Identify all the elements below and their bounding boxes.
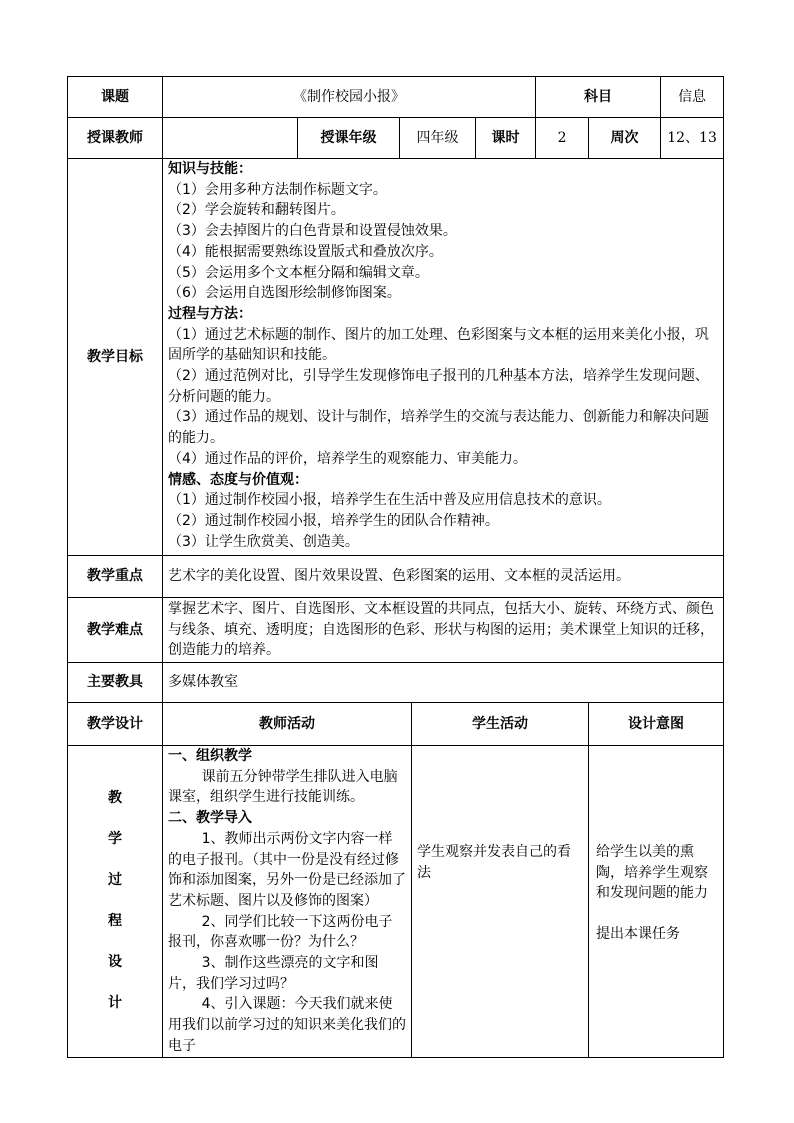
objective-item: （6）会运用自选图形绘制修饰图案。 [168,285,401,302]
topic-label: 课题 [68,77,163,118]
design-intent-content [589,746,724,1058]
objective-item: （3）会去掉图片的白色背景和设置侵蚀效果。 [168,223,457,240]
tools-label: 主要教具 [68,663,163,703]
process-label-char: 学 [108,831,122,848]
step-heading-organize: 一、组织教学 [168,748,252,764]
objectives-content [163,159,724,556]
topic-value: 《制作校园小报》 [163,77,536,118]
teacher-label: 授课教师 [68,118,163,159]
step-paragraph: 1、教师出示两份文字内容一样的电子报刊。（其中一份是没有经过修饰和添加图案，另外一份是已经添加了艺术标题、图片以及修饰的图案） [168,830,406,909]
objectives-heading-process: 过程与方法： [168,305,252,322]
objective-item: （4）通过作品的评价，培养学生的观察能力、审美能力。 [168,450,527,467]
step-paragraph: 2、同学们比较一下这两份电子报刊，你喜欢哪一份？为什么？ [168,913,393,951]
teacher-value [163,118,298,159]
grade-label: 授课年级 [298,118,400,159]
student-activity-content: 学生观察并发表自己的看法 [412,746,589,1058]
objectives-heading-knowledge: 知识与技能： [168,161,252,177]
process-label-char: 设 [108,954,122,971]
objective-item: （2）通过范例对比，引导学生发现修饰电子报刊的几种基本方法，培养学生发现问题、分析问题的能力。 [168,368,709,405]
subject-value: 信息 [661,77,724,118]
lesson-plan-table [67,76,724,1058]
process-label-char: 计 [108,995,122,1012]
key-points-text: 艺术字的美化设置、图片效果设置、色彩图案的运用、文本框的灵活运用。 [163,556,724,598]
process-label-char: 教 [108,790,122,807]
step-paragraph: 课前五分钟带学生排队进入电脑课室，组织学生进行技能训练。 [168,768,398,806]
key-points-label: 教学重点 [68,556,163,598]
design-label: 教学设计 [68,703,163,746]
teacher-activity-content [163,746,412,1058]
week-label: 周次 [589,118,661,159]
objectives-label: 教学目标 [68,159,163,556]
week-value: 12、13 [661,118,724,159]
objective-item: （3）让学生欣赏美、创造美。 [168,533,359,550]
grade-value: 四年级 [400,118,476,159]
hours-label: 课时 [476,118,536,159]
objective-item: （3）通过作品的规划、设计与制作，培养学生的交流与表达能力、创新能力和解决问题的能力。 [168,409,709,447]
student-activity-header: 学生活动 [412,703,589,746]
difficulties-text: 掌握艺术字、图片、自选图形、文本框设置的共同点，包括大小、旋转、环绕方式、颜色与线条、填充、透明度；自选图形的色彩、形状与构图的运用；美术课堂上知识的迁移，创造能力的培养。 [163,598,724,663]
objective-item: （2）通过制作校园小报，培养学生的团队合作精神。 [168,512,499,529]
hours-value: 2 [536,118,589,159]
objective-item: （5）会运用多个文本框分隔和编辑文章。 [168,264,429,281]
design-intent-header: 设计意图 [589,703,724,746]
subject-label: 科目 [536,77,661,118]
intent-item: 给学生以美的熏陶，培养学生观察和发现问题的能力 [596,844,709,902]
objectives-heading-attitude: 情感、态度与价值观： [168,471,308,488]
process-label-char: 过 [108,872,122,889]
step-paragraph: 3、制作这些漂亮的文字和图片，我们学习过吗？ [168,955,379,992]
objective-item: （2）学会旋转和翻转图片。 [168,202,345,219]
process-label-char: 程 [108,913,122,930]
tools-text: 多媒体教室 [163,663,724,703]
objective-item: （1）会用多种方法制作标题文字。 [168,181,387,198]
objective-item: （1）通过艺术标题的制作、图片的加工处理、色彩图案与文本框的运用来美化小报，巩固所学的基础知识和技能。 [168,326,709,364]
step-heading-intro: 二、教学导入 [168,810,252,827]
step-paragraph: 4、引入课题：今天我们就来使用我们以前学习过的知识来美化我们的电子 [168,996,406,1054]
intent-item: 提出本课任务 [596,926,681,943]
teacher-activity-header: 教师活动 [163,703,412,746]
difficulties-label: 教学难点 [68,598,163,663]
objective-item: （1）通过制作校园小报，培养学生在生活中普及应用信息技术的意识。 [168,492,611,509]
process-label [68,746,163,1058]
objective-item: （4）能根据需要熟练设置版式和叠放次序。 [168,243,443,260]
